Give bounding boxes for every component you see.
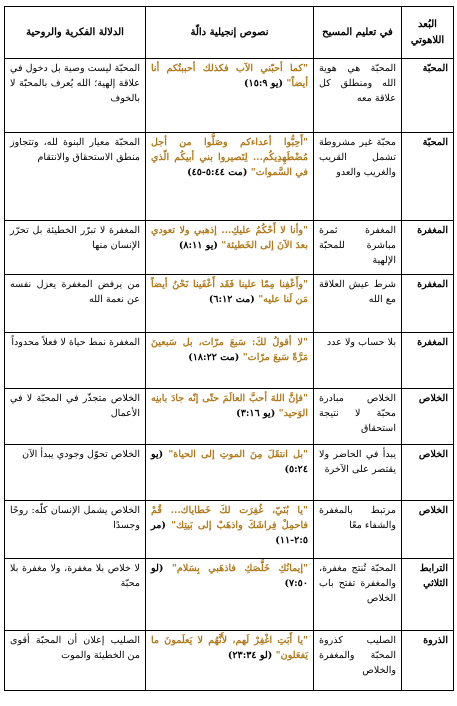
row-dimension: المغفرة bbox=[402, 333, 454, 389]
row-verse bbox=[146, 59, 314, 133]
row-verse bbox=[146, 445, 314, 501]
row-dimension: المحبّة bbox=[402, 59, 454, 133]
verse-quote: "يا بُنَيّ، غُفِرَت لكَ خَطاياك... قُمْ فاحمِلْ فِراشَكَ واذهَبْ إلى بَيتِك" bbox=[151, 505, 308, 531]
verse-reference: (مت ٦:١٢) bbox=[208, 293, 255, 305]
row-meaning: من يرفض المغفرة يعزل نفسه عن نعمة الله bbox=[5, 275, 146, 333]
row-dimension: الخلاص bbox=[402, 501, 454, 559]
table-row bbox=[5, 275, 454, 333]
row-dimension: الترابط الثلاثي bbox=[402, 559, 454, 631]
row-teaching: الصليب كذروة المحبّة والمغفرة والخلاص bbox=[314, 631, 402, 691]
verse-reference: (يو ٥:٢٤) bbox=[151, 449, 308, 475]
row-verse bbox=[146, 221, 314, 275]
verse-quote: "وأنا لا أَحْكُمُ عليكِ... إذهبي ولا تعودي بعدَ الآنَ إلى الخَطيئة" bbox=[151, 225, 308, 251]
verse-reference: (لو ٧:٥٠) bbox=[151, 563, 308, 589]
row-verse bbox=[146, 389, 314, 445]
verse-reference: (مت ١٨:٢٢) bbox=[188, 351, 240, 363]
row-dimension: المغفرة bbox=[402, 221, 454, 275]
row-teaching: الخلاص مبادرة محبّة لا نتيجة استحقاق bbox=[314, 389, 402, 445]
verse-reference: (يو ٣:١٦) bbox=[236, 407, 276, 419]
row-verse bbox=[146, 559, 314, 631]
header-dimension: البُعد اللاهوتي bbox=[402, 7, 454, 59]
row-verse bbox=[146, 501, 314, 559]
row-teaching: شرط عيش العلاقة مع الله bbox=[314, 275, 402, 333]
verse-quote: "أَحِبُّوا أعداءكم وصَلُّوا من أجل مُضْطَهِدِيكُم... لِتَصيروا بني أبيكُم الّذي في السَّموات" bbox=[151, 137, 308, 178]
table-row bbox=[5, 445, 454, 501]
verse-quote: "كما أحبّني الآب فكذلك أحببتُكم أنا أيضاً" bbox=[151, 63, 308, 89]
row-meaning: الصليب إعلان أن المحبّة أقوى من الخطيئة والموت bbox=[5, 631, 146, 691]
verse-quote: "يا أَبَتِ اغْفِرْ لَهم، لأَنَّهُم لا يَعلَمونَ ما يَفعَلون" bbox=[151, 635, 308, 661]
table-row bbox=[5, 59, 454, 133]
row-dimension: الخلاص bbox=[402, 389, 454, 445]
header-meaning: الدلالة الفكرية والروحية bbox=[5, 7, 146, 59]
row-teaching: بلا حساب ولا عدد bbox=[314, 333, 402, 389]
row-meaning: الخلاص متجذّر في المحبّة لا في الأعمال bbox=[5, 389, 146, 445]
row-meaning: المغفرة نمط حياة لا فعلاً محدوداً bbox=[5, 333, 146, 389]
row-dimension: الخلاص bbox=[402, 445, 454, 501]
table-row bbox=[5, 631, 454, 691]
row-dimension: المغفرة bbox=[402, 275, 454, 333]
table-row bbox=[5, 221, 454, 275]
verse-quote: "فإنَّ اللهَ أحبَّ العالَمَ حتّى إنّه جادَ بابنِه الوَحيد" bbox=[151, 393, 308, 419]
table-row bbox=[5, 333, 454, 389]
table-row bbox=[5, 389, 454, 445]
row-teaching: يبدأ في الحاضر ولا يقتصر على الآخرة bbox=[314, 445, 402, 501]
row-teaching: مرتبط بالمغفرة والشفاء معًا bbox=[314, 501, 402, 559]
verse-quote: "بل انتقَلَ مِنَ الموتِ إلى الحياة" bbox=[168, 449, 309, 460]
row-meaning: المحبّة معيار البنوة لله، وتتجاوز منطق الاستحقاق والانتقام bbox=[5, 133, 146, 221]
verse-quote: "وأَعْفِنا مِمّا علينا فَقَد أَعْفَينا نَحْنُ أيضاً مَن لَنا عليه" bbox=[151, 279, 308, 305]
theology-table bbox=[4, 6, 454, 691]
table-row bbox=[5, 133, 454, 221]
verse-quote: "إيمانُكِ خَلَّصَكِ فاذهَبي بِسَلام" bbox=[171, 563, 309, 574]
verse-reference: (يو ١٥:٩) bbox=[244, 77, 284, 89]
row-verse bbox=[146, 133, 314, 221]
header-texts: نصوص إنجيلية دالّة bbox=[146, 7, 314, 59]
row-meaning: لا خلاص بلا مغفرة، ولا مغفرة بلا محبّة bbox=[5, 559, 146, 631]
row-verse bbox=[146, 333, 314, 389]
verse-reference: (مت ٥:٤٤-٤٥) bbox=[187, 166, 248, 178]
row-verse bbox=[146, 275, 314, 333]
verse-reference: (يو ٨:١١) bbox=[178, 239, 218, 251]
row-meaning: المحبّة ليست وصية بل دخول في علاقة إلهية؛ الله يُعرف بالمحبّة لا بالخوف bbox=[5, 59, 146, 133]
verse-reference: (مر ٢:٥-١١) bbox=[151, 519, 308, 546]
row-teaching: المغفرة ثمرة مباشرة للمحبّة الإلهية bbox=[314, 221, 402, 275]
row-teaching: المحبّة تُنتج مغفرة، والمغفرة تفتح باب الخلاص bbox=[314, 559, 402, 631]
table-row bbox=[5, 559, 454, 631]
header-teaching: في تعليم المسيح bbox=[314, 7, 402, 59]
row-meaning: الخلاص تحوّل وجودي يبدأ الآن bbox=[5, 445, 146, 501]
verse-quote: "لا أقولُ لكَ: سَبعَ مرّات، بل سَبعينَ مَرَّةً سَبعَ مرّات" bbox=[151, 337, 308, 363]
row-meaning: المغفرة لا تبرّر الخطيئة بل تحرّر الإنسان منها bbox=[5, 221, 146, 275]
row-verse bbox=[146, 631, 314, 691]
table-row bbox=[5, 501, 454, 559]
row-meaning: الخلاص يشمل الإنسان كلّه: روحًا وجسدًا bbox=[5, 501, 146, 559]
header-row bbox=[5, 7, 454, 59]
verse-reference: (لو ٢٣:٣٤) bbox=[227, 649, 273, 661]
row-teaching: محبّة غير مشروطة تشمل القريب والغريب والعدو bbox=[314, 133, 402, 221]
row-teaching: المحبّة هي هوية الله ومنطلق كل علاقة معه bbox=[314, 59, 402, 133]
row-dimension: الذروة bbox=[402, 631, 454, 691]
row-dimension: المحبّة bbox=[402, 133, 454, 221]
